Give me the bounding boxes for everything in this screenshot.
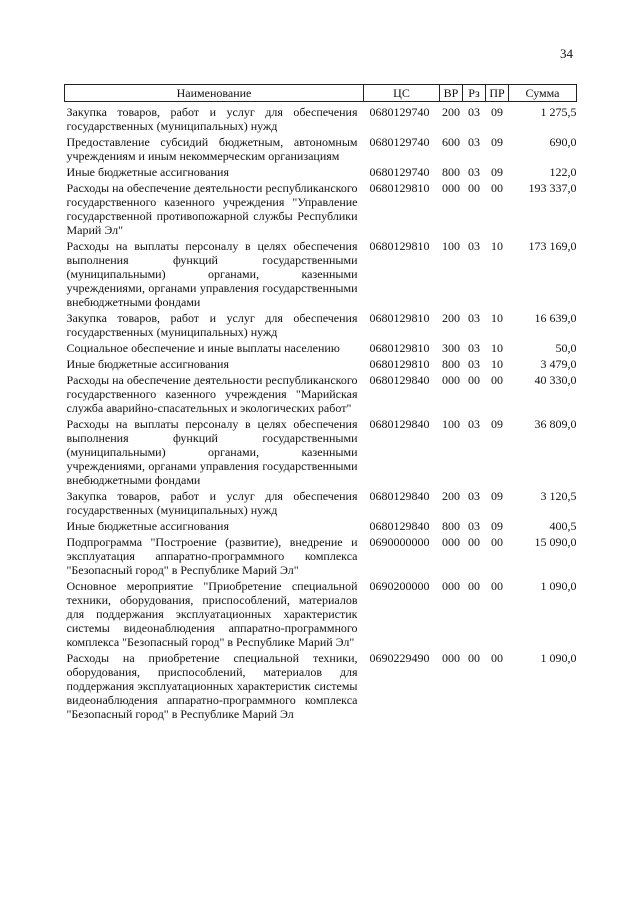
row-name: Закупка товаров, работ и услуг для обеспечения государственных (муниципальных) нужд	[66, 105, 358, 133]
row-cs-code: 0690000000	[369, 535, 430, 549]
row-rz-code: 03	[468, 105, 480, 119]
row-name: Расходы на обеспечение деятельности республиканского государственного казенного учреждения "Управление государственной противопожарной службы Республики Марий Эл"	[66, 181, 358, 237]
row-sum: 36 809,0	[534, 417, 577, 431]
header-vr: ВР	[440, 85, 463, 102]
row-rz-code: 03	[468, 489, 480, 503]
row-cs-code: 0680129840	[369, 519, 430, 533]
row-sum: 173 169,0	[528, 239, 577, 253]
row-vr-code: 800	[442, 357, 460, 371]
row-pr-code: 09	[491, 417, 503, 431]
row-pr-code: 09	[491, 165, 503, 179]
row-sum: 3 479,0	[540, 357, 577, 371]
row-vr-code: 300	[442, 341, 460, 355]
table-row	[65, 238, 577, 310]
row-vr-code: 600	[442, 135, 460, 149]
row-cs-code: 0690229490	[369, 651, 430, 665]
row-rz-code: 03	[468, 135, 480, 149]
row-cs-code: 0680129810	[369, 341, 430, 355]
row-name: Предоставление субсидий бюджетным, автономным учреждениям и иным некоммерческим организациям	[66, 135, 358, 163]
row-cs-code: 0680129810	[369, 181, 430, 195]
row-rz-code: 03	[468, 519, 480, 533]
row-pr-code: 09	[491, 105, 503, 119]
table-row	[65, 134, 577, 164]
row-pr-code: 09	[491, 519, 503, 533]
row-rz-code: 03	[468, 239, 480, 253]
row-name: Иные бюджетные ассигнования	[66, 165, 229, 179]
row-vr-code: 000	[442, 579, 460, 593]
row-vr-code: 000	[442, 651, 460, 665]
row-rz-code: 03	[468, 357, 480, 371]
table-row	[65, 356, 577, 372]
row-vr-code: 100	[442, 417, 460, 431]
row-vr-code: 200	[442, 311, 460, 325]
row-sum: 193 337,0	[528, 181, 577, 195]
table-row	[65, 310, 577, 340]
row-cs-code: 0680129840	[369, 373, 430, 387]
table-header-row	[65, 85, 577, 102]
table-row	[65, 372, 577, 416]
row-vr-code: 000	[442, 181, 460, 195]
row-name: Подпрограмма "Построение (развитие), внедрение и эксплуатация аппаратно-программного комплекса "Безопасный город" в Республике Марий Эл"	[66, 535, 358, 577]
row-rz-code: 00	[468, 535, 480, 549]
header-cs: ЦС	[364, 85, 440, 102]
header-rz: Рз	[463, 85, 486, 102]
row-sum: 3 120,5	[540, 489, 577, 503]
table-row	[65, 518, 577, 534]
table-row	[65, 340, 577, 356]
row-pr-code: 00	[491, 181, 503, 195]
row-name: Закупка товаров, работ и услуг для обеспечения государственных (муниципальных) нужд	[66, 311, 358, 339]
row-rz-code: 00	[468, 651, 480, 665]
row-vr-code: 000	[442, 373, 460, 387]
table-row	[65, 534, 577, 578]
row-pr-code: 10	[491, 311, 503, 325]
row-sum: 1 090,0	[540, 651, 577, 665]
row-name: Иные бюджетные ассигнования	[66, 357, 229, 371]
row-sum: 690,0	[549, 135, 577, 149]
row-name: Иные бюджетные ассигнования	[66, 519, 229, 533]
table-row	[65, 102, 577, 135]
row-pr-code: 10	[491, 239, 503, 253]
row-cs-code: 0690200000	[369, 579, 430, 593]
row-rz-code: 03	[468, 311, 480, 325]
budget-table	[64, 84, 577, 722]
header-pr: ПР	[486, 85, 509, 102]
row-sum: 40 330,0	[534, 373, 577, 387]
row-pr-code: 09	[491, 489, 503, 503]
row-sum: 122,0	[549, 165, 577, 179]
row-vr-code: 200	[442, 489, 460, 503]
row-vr-code: 000	[442, 535, 460, 549]
row-pr-code: 00	[491, 535, 503, 549]
row-cs-code: 0680129810	[369, 239, 430, 253]
row-cs-code: 0680129810	[369, 311, 430, 325]
row-rz-code: 03	[468, 165, 480, 179]
row-vr-code: 100	[442, 239, 460, 253]
table-row	[65, 164, 577, 180]
row-pr-code: 09	[491, 135, 503, 149]
row-pr-code: 10	[491, 341, 503, 355]
table-row	[65, 416, 577, 488]
row-sum: 16 639,0	[534, 311, 577, 325]
row-name: Закупка товаров, работ и услуг для обеспечения государственных (муниципальных) нужд	[66, 489, 358, 517]
row-sum: 1 275,5	[540, 105, 577, 119]
header-name: Наименование	[65, 85, 364, 102]
row-name: Расходы на выплаты персоналу в целях обеспечения выполнения функций государственными (муниципальными) органами, казенными учреждениями, органами управления государственными внебюджетными фондами	[66, 239, 358, 309]
table-body	[65, 102, 577, 723]
row-vr-code: 800	[442, 165, 460, 179]
row-sum: 1 090,0	[540, 579, 577, 593]
row-name: Основное мероприятие "Приобретение специальной техники, оборудования, приспособлений, материалов для поддержания эксплуатационных характеристик системы видеонаблюдения аппаратно-программного комплекса "Безопасный город" в Республике Марий Эл"	[66, 579, 358, 649]
header-sum: Сумма	[509, 85, 577, 102]
row-vr-code: 800	[442, 519, 460, 533]
row-rz-code: 03	[468, 417, 480, 431]
table-row	[65, 488, 577, 518]
row-cs-code: 0680129840	[369, 489, 430, 503]
row-rz-code: 00	[468, 181, 480, 195]
row-rz-code: 00	[468, 579, 480, 593]
row-cs-code: 0680129740	[369, 165, 430, 179]
row-cs-code: 0680129840	[369, 417, 430, 431]
row-pr-code: 00	[491, 579, 503, 593]
row-pr-code: 00	[491, 651, 503, 665]
row-sum: 50,0	[555, 341, 577, 355]
row-cs-code: 0680129740	[369, 135, 430, 149]
row-name: Расходы на приобретение специальной техники, оборудования, приспособлений, материалов для поддержания эксплуатационных характеристик системы видеонаблюдения аппаратно-программного комплекса "Безопасный город" в Республике Марий Эл	[66, 651, 358, 721]
page-number: 34	[560, 46, 573, 61]
row-name: Расходы на обеспечение деятельности республиканского государственного казенного учреждения "Марийская служба аварийно-спасательных и экологических работ"	[66, 373, 358, 415]
row-cs-code: 0680129740	[369, 105, 430, 119]
row-pr-code: 10	[491, 357, 503, 371]
row-cs-code: 0680129810	[369, 357, 430, 371]
row-sum: 400,5	[549, 519, 577, 533]
table-row	[65, 180, 577, 238]
table-row	[65, 650, 577, 722]
row-vr-code: 200	[442, 105, 460, 119]
row-rz-code: 03	[468, 341, 480, 355]
row-rz-code: 00	[468, 373, 480, 387]
row-pr-code: 00	[491, 373, 503, 387]
table-row	[65, 578, 577, 650]
row-sum: 15 090,0	[534, 535, 577, 549]
row-name: Социальное обеспечение и иные выплаты населению	[66, 341, 340, 355]
row-name: Расходы на выплаты персоналу в целях обеспечения выполнения функций государственными (муниципальными) органами, казенными учреждениями, органами управления государственными внебюджетными фондами	[66, 417, 358, 487]
